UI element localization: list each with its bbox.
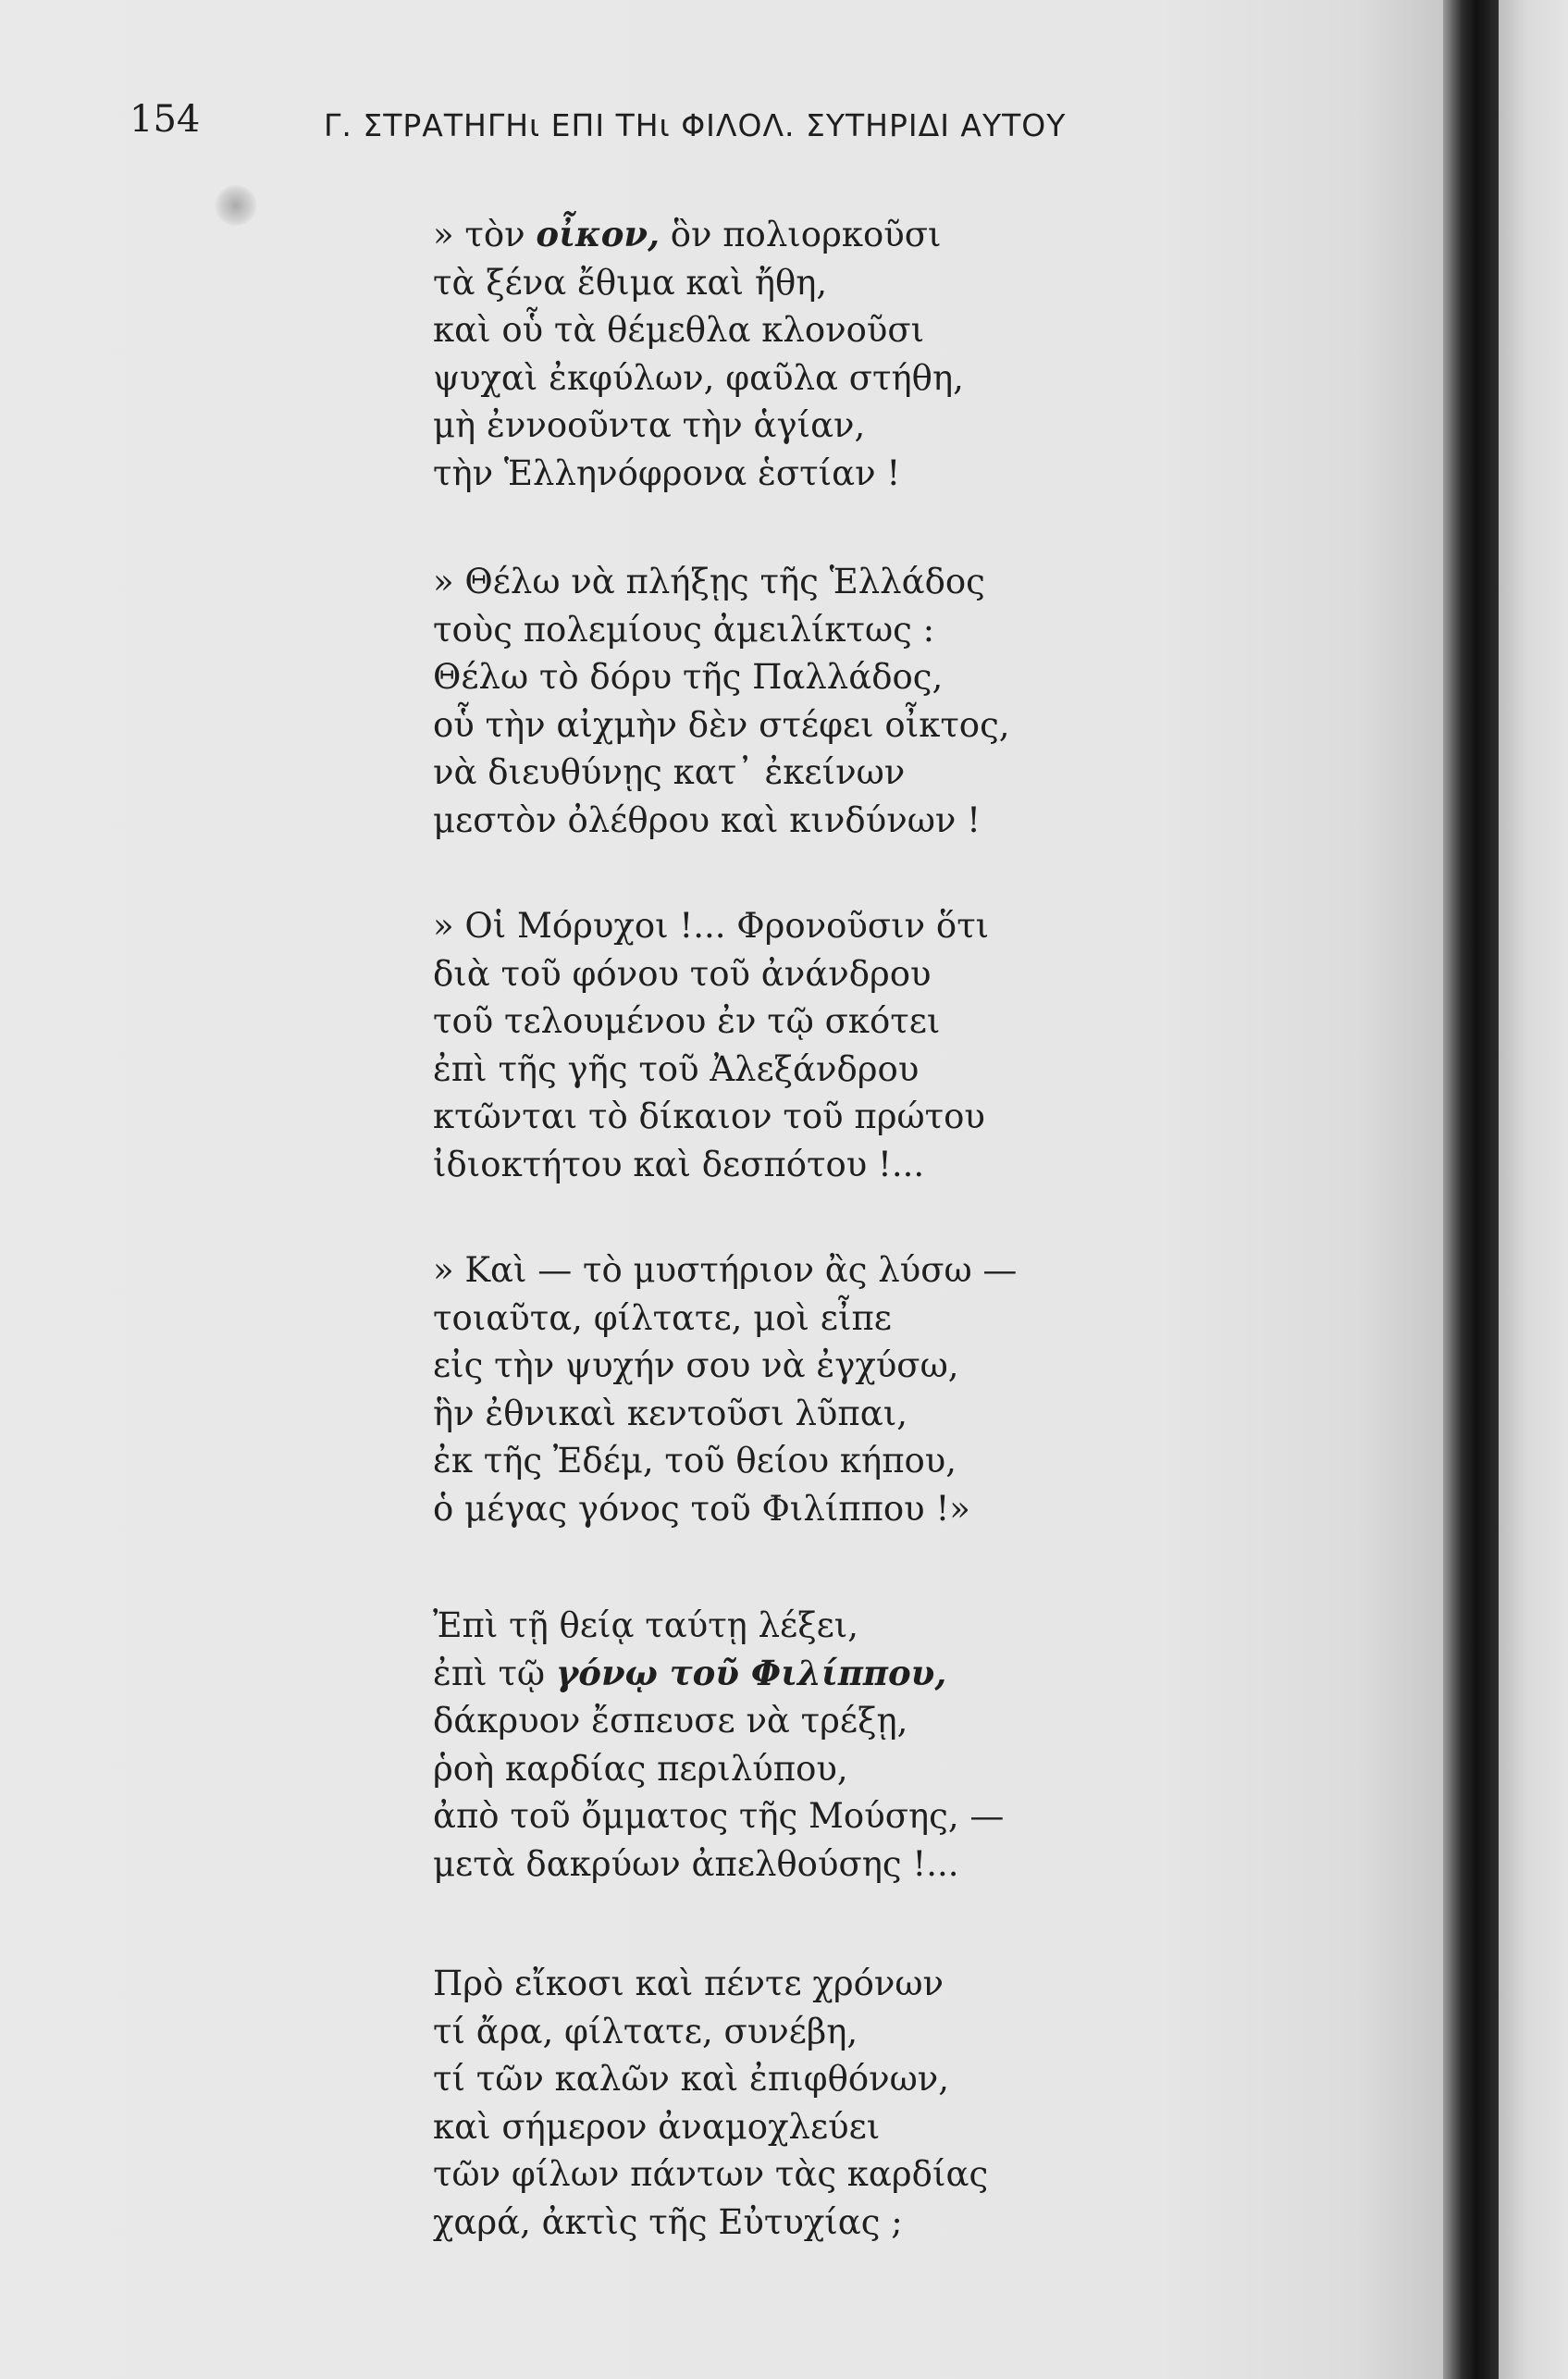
book-gutter-shadow bbox=[1443, 0, 1499, 2379]
verse-line: ἐπὶ τῷ γόνῳ τοῦ Φιλίππου, bbox=[433, 1652, 947, 1693]
verse-line: » τὸν οἶκον, ὃν πολιορκοῦσι bbox=[433, 214, 942, 254]
verse-line: διὰ τοῦ φόνου τοῦ ἀνάνδρου bbox=[433, 953, 932, 994]
verse-line: καὶ οὗ τὰ θέμεθλα κλονοῦσι bbox=[433, 310, 925, 350]
verse-line: ψυχαὶ ἐκφύλων, φαῦλα στήθη, bbox=[433, 357, 964, 398]
verse-line: μὴ ἐννοοῦντα τὴν ἁγίαν, bbox=[433, 405, 866, 445]
poem-body bbox=[433, 211, 1377, 2246]
verse-line: τὰ ξένα ἔθιμα καὶ ἤθη, bbox=[433, 262, 828, 303]
verse-line: τὴν Ἑλληνόφρονα ἑστίαν ! bbox=[433, 452, 901, 493]
stanza-1 bbox=[433, 211, 1377, 497]
verse-line: Ἐπὶ τῇ θείᾳ ταύτῃ λέξει, bbox=[433, 1605, 859, 1645]
verse-line: » Καὶ — τὸ μυστήριον ἂς λύσω — bbox=[433, 1250, 1018, 1290]
verse-line: ἐκ τῆς Ἐδέμ, τοῦ θείου κήπου, bbox=[433, 1441, 957, 1481]
verse-line: τί ἄρα, φίλτατε, συνέβη, bbox=[433, 2011, 858, 2051]
stanza-5 bbox=[433, 1602, 1377, 1888]
verse-line: τοιαῦτα, φίλτατε, μοὶ εἶπε bbox=[433, 1297, 892, 1338]
verse-line: οὗ τὴν αἰχμὴν δὲν στέφει οἶκτος, bbox=[433, 704, 1010, 745]
stanza-6 bbox=[433, 1960, 1377, 2246]
running-head: Γ. ΣΤΡΑΤΗΓΗι ΕΠΙ ΤΗι ΦΙΛΟΛ. ΣΥΤΗΡΙΔΙ ΑΥΤΟΥ bbox=[324, 107, 1067, 143]
verse-line: ἰδιοκτήτου καὶ δεσπότου !... bbox=[433, 1144, 925, 1184]
verse-line: μεστὸν ὀλέθρου καὶ κινδύνων ! bbox=[433, 799, 981, 840]
verse-line: μετὰ δακρύων ἀπελθούσης !... bbox=[433, 1843, 959, 1884]
verse-line: τί τῶν καλῶν καὶ ἐπιφθόνων, bbox=[433, 2059, 950, 2099]
verse-line: κτῶνται τὸ δίκαιον τοῦ πρώτου bbox=[433, 1097, 985, 1136]
verse-line: » Θέλω νὰ πλήξῃς τῆς Ἑλλάδος bbox=[433, 562, 985, 601]
verse-line: χαρά, ἀκτὶς τῆς Εὐτυχίας ; bbox=[433, 2201, 903, 2242]
stanza-2 bbox=[433, 558, 1377, 844]
verse-line: εἰς τὴν ψυχήν σου νὰ ἐγχύσω, bbox=[433, 1345, 959, 1385]
stanza-4 bbox=[433, 1246, 1377, 1532]
verse-line: δάκρυον ἔσπευσε νὰ τρέξῃ, bbox=[433, 1701, 908, 1741]
verse-line: ἣν ἐθνικαὶ κεντοῦσι λῦπαι, bbox=[433, 1393, 907, 1433]
verse-line: Θέλω τὸ δόρυ τῆς Παλλάδος, bbox=[433, 657, 944, 697]
verse-line: ῥοὴ καρδίας περιλύπου, bbox=[433, 1748, 848, 1789]
verse-line: τοῦ τελουμένου ἐν τῷ σκότει bbox=[433, 1001, 941, 1041]
verse-line: νὰ διευθύνῃς κατ᾽ ἐκείνων bbox=[433, 752, 906, 792]
verse-line: Πρὸ εἴκοσι καὶ πέντε χρόνων bbox=[433, 1964, 945, 2003]
emphasis: οἶκον, bbox=[536, 214, 660, 254]
page-number: 154 bbox=[130, 98, 201, 141]
verse-line: τοὺς πολεμίους ἀμειλίκτως : bbox=[433, 609, 935, 650]
stanza-3 bbox=[433, 902, 1377, 1188]
verse-line: » Οἱ Μόρυχοι !... Φρονοῦσιν ὅτι bbox=[433, 906, 990, 946]
verse-line: καὶ σήμερον ἀναμοχλεύει bbox=[433, 2106, 881, 2147]
facing-page-edge bbox=[1499, 0, 1568, 2379]
verse-line: ὁ μέγας γόνος τοῦ Φιλίππου !» bbox=[433, 1488, 970, 1529]
ink-smudge bbox=[215, 185, 257, 226]
verse-line: ἀπὸ τοῦ ὄμματος τῆς Μούσης, — bbox=[433, 1796, 1005, 1836]
verse-line: τῶν φίλων πάντων τὰς καρδίας bbox=[433, 2154, 989, 2194]
emphasis: γόνῳ τοῦ Φιλίππου, bbox=[555, 1652, 947, 1693]
verse-line: ἐπὶ τῆς γῆς τοῦ Ἀλεξάνδρου bbox=[433, 1048, 920, 1089]
